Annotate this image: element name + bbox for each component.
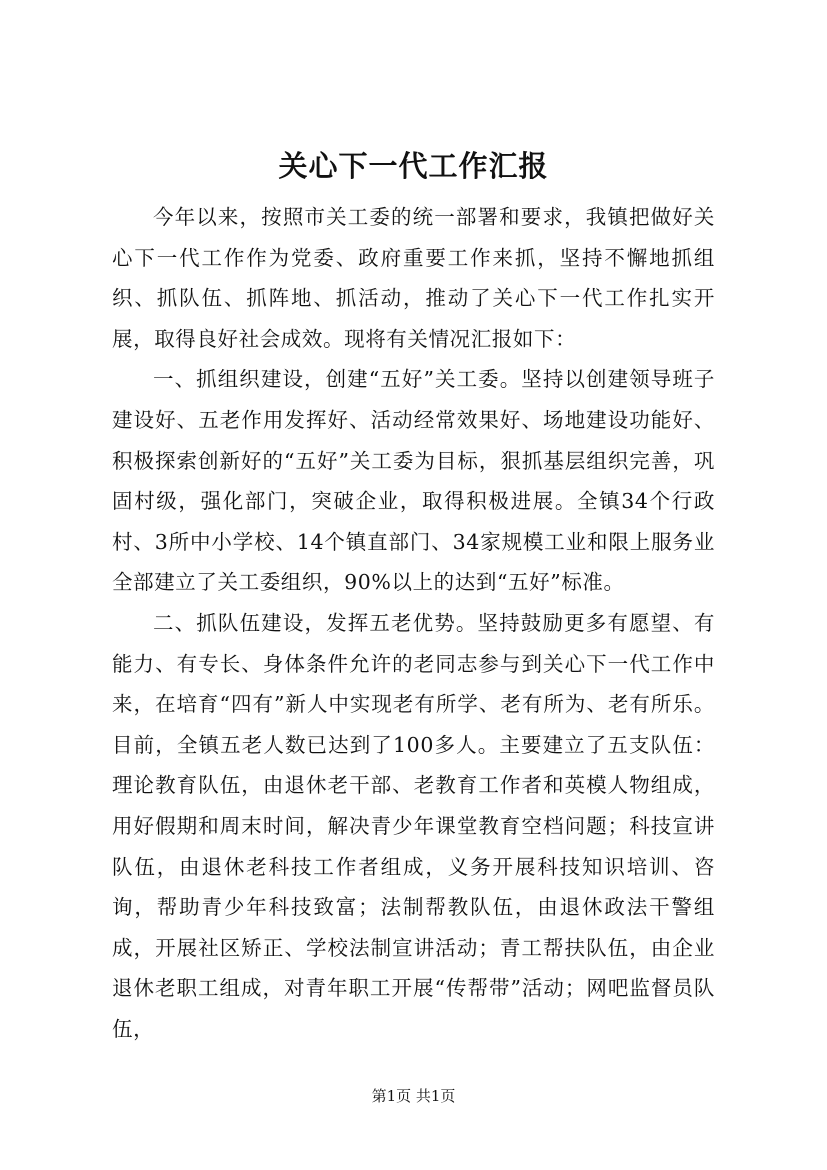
paragraph-organization: 一、抓组织建设，创建“五好”关工委。坚持以创建领导班子建设好、五老作用发挥好、活动经常效果好、场地建设功能好、积极探索创新好的“五好”关工委为目标，狠抓基层组织完善，巩固村级，强化部门，突破企业，取得积极进展。全镇34个行政村、3所中小学校、14个镇直部门、34家规模工业和限上服务业全部建立了关工委组织，90%以上的达到“五好”标准。 [112, 367, 715, 595]
page-footer: 第1页 共1页 [371, 1087, 456, 1105]
document-body [112, 197, 715, 1049]
paragraph-intro: 今年以来，按照市关工委的统一部署和要求，我镇把做好关心下一代工作作为党委、政府重要工作来抓，坚持不懈地抓组织、抓队伍、抓阵地、抓活动，推动了关心下一代工作扎实开展，取得良好社会成效。现将有关情况汇报如下： [112, 205, 715, 351]
document-title: 关心下一代工作汇报 [278, 149, 549, 183]
paragraph-team: 二、抓队伍建设，发挥五老优势。坚持鼓励更多有愿望、有能力、有专长、身体条件允许的老同志参与到关心下一代工作中来，在培育“四有”新人中实现老有所学、老有所为、老有所乐。目前，全镇五老人数已达到了100多人。主要建立了五支队伍：理论教育队伍，由退休老干部、老教育工作者和英模人物组成，用好假期和周末时间，解决青少年课堂教育空档问题；科技宣讲队伍，由退休老科技工作者组成，义务开展科技知识培训、咨询，帮助青少年科技致富；法制帮教队伍，由退休政法干警组成，开展社区矫正、学校法制宣讲活动；青工帮扶队伍，由企业退休老职工组成，对青年职工开展“传帮带”活动；网吧监督员队伍， [112, 610, 715, 1041]
